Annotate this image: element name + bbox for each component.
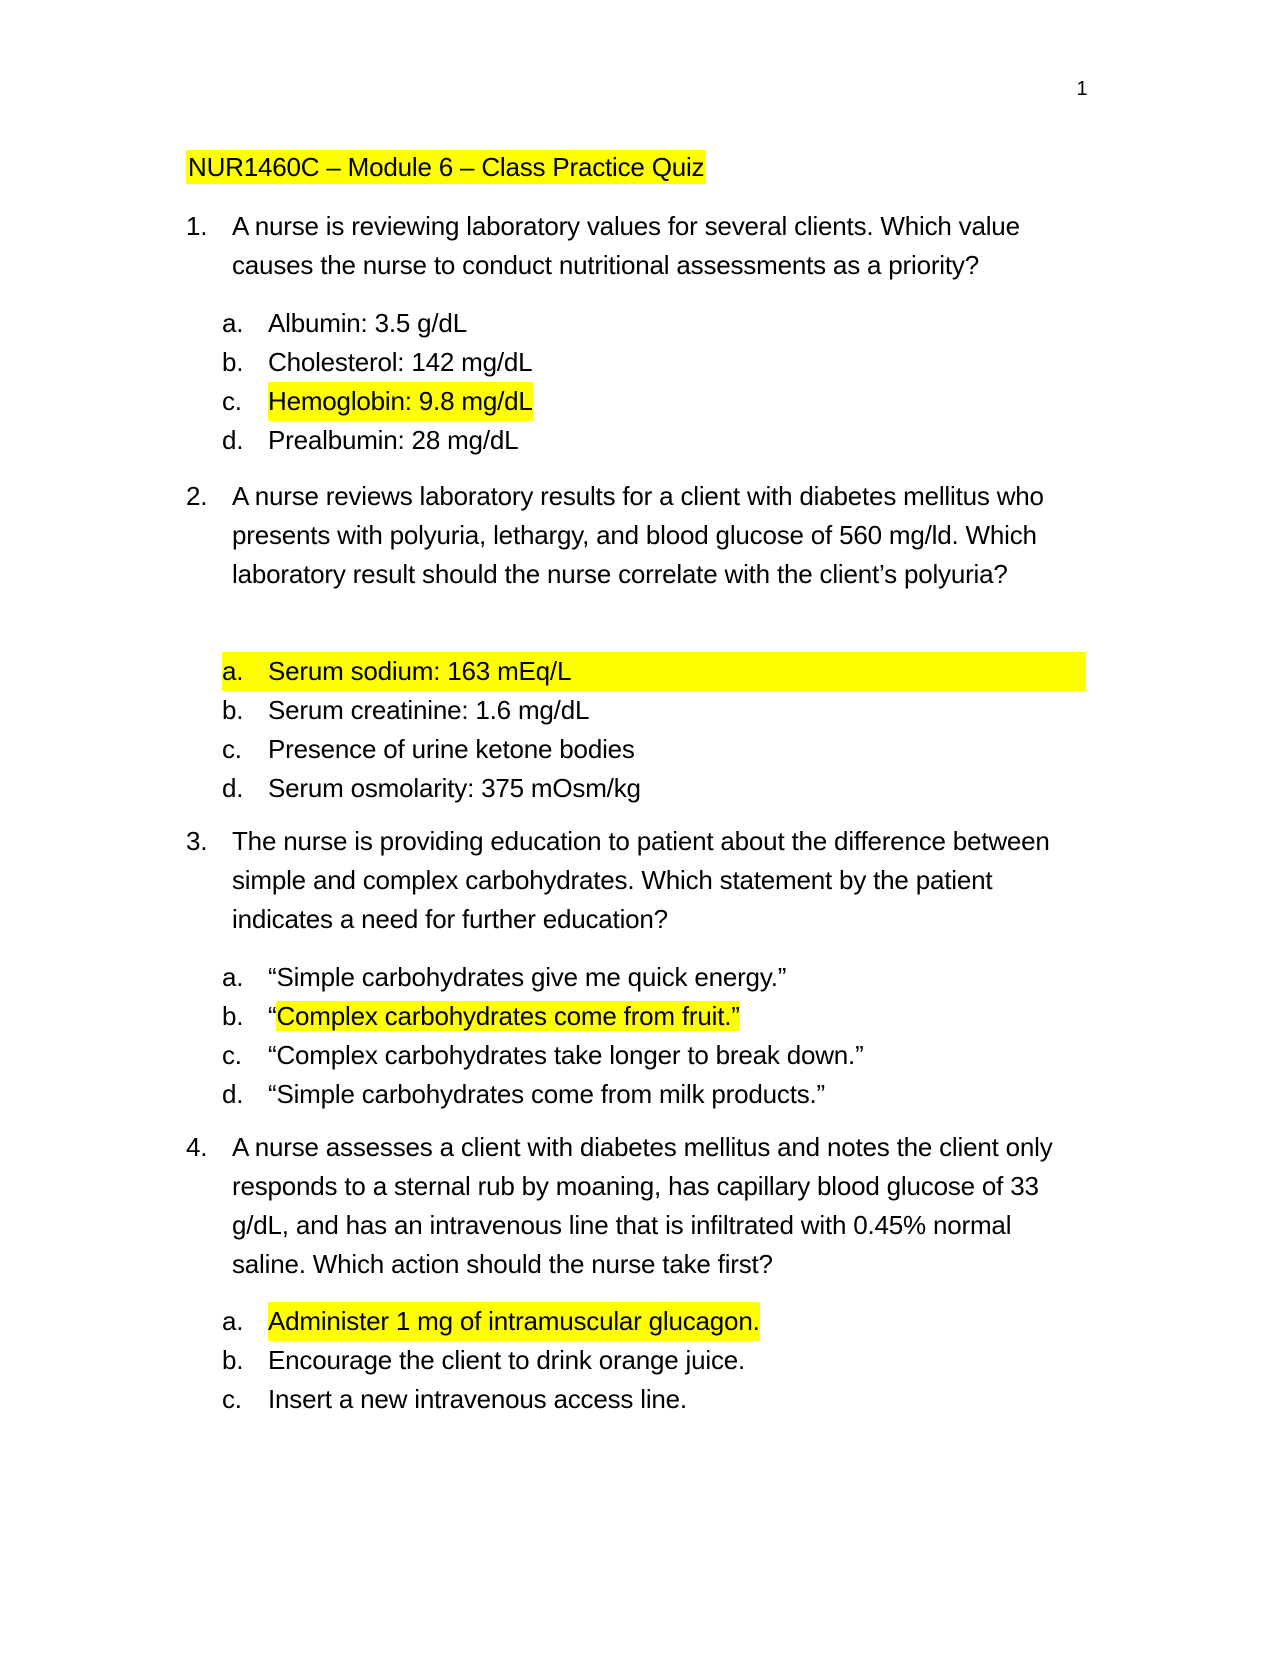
option-text: Prealbumin: 28 mg/dL xyxy=(268,425,519,455)
option-b xyxy=(222,1341,1086,1380)
question-2 xyxy=(186,477,1086,594)
question-3-options xyxy=(222,958,1086,1114)
option-letter: a. xyxy=(222,656,244,686)
option-b xyxy=(222,691,1086,730)
option-text: “Complex carbohydrates take longer to break down.” xyxy=(268,1040,864,1070)
option-c xyxy=(222,730,1086,769)
option-b-highlighted xyxy=(222,997,1086,1036)
option-c xyxy=(222,1380,1086,1419)
option-d xyxy=(222,421,1086,460)
option-d xyxy=(222,769,1086,808)
page-number: 1 xyxy=(1076,78,1088,100)
option-letter: b. xyxy=(222,1345,244,1375)
question-2-options xyxy=(222,652,1086,808)
option-text: “Simple carbohydrates come from milk products.” xyxy=(268,1079,826,1109)
option-text: Albumin: 3.5 g/dL xyxy=(268,308,467,338)
question-number: 4. xyxy=(186,1132,208,1162)
option-open-quote: “ xyxy=(268,1001,277,1031)
question-number: 3. xyxy=(186,826,208,856)
option-letter: c. xyxy=(222,1040,242,1070)
option-text: Encourage the client to drink orange juice. xyxy=(268,1345,746,1375)
option-a-highlighted xyxy=(222,652,1086,691)
question-4 xyxy=(186,1128,1086,1284)
question-1-options xyxy=(222,304,1086,460)
question-1 xyxy=(186,207,1086,285)
option-highlighted-text: Complex carbohydrates come from fruit.” xyxy=(276,1001,740,1031)
option-c-highlighted xyxy=(222,382,1086,421)
option-text: Presence of urine ketone bodies xyxy=(268,734,635,764)
question-4-options xyxy=(222,1302,1086,1419)
option-letter: a. xyxy=(222,962,244,992)
option-text: Cholesterol: 142 mg/dL xyxy=(268,347,533,377)
option-letter: d. xyxy=(222,773,244,803)
question-text: A nurse assesses a client with diabetes mellitus and notes the client only responds to a sternal rub by moaning, has capillary blood glucose of 33 g/dL, and has an intravenous line that is infiltrated with 0.45% normal saline. Which action should the nurse take first? xyxy=(232,1132,1053,1279)
option-letter: a. xyxy=(222,1306,244,1336)
option-d xyxy=(222,1075,1086,1114)
question-3 xyxy=(186,822,1086,939)
question-text: The nurse is providing education to patient about the difference between simple and complex carbohydrates. Which statement by the patient indicates a need for further education? xyxy=(232,826,1050,934)
option-letter: b. xyxy=(222,1001,244,1031)
option-a-highlighted xyxy=(222,1302,1086,1341)
option-letter: c. xyxy=(222,734,242,764)
option-text: Insert a new intravenous access line. xyxy=(268,1384,687,1414)
option-text: Serum sodium: 163 mEq/L xyxy=(268,656,572,686)
option-text: Serum creatinine: 1.6 mg/dL xyxy=(268,695,590,725)
option-text: Hemoglobin: 9.8 mg/dL xyxy=(268,382,533,421)
option-b xyxy=(222,343,1086,382)
question-number: 1. xyxy=(186,211,208,241)
option-letter: b. xyxy=(222,695,244,725)
option-text: “Simple carbohydrates give me quick energy.” xyxy=(268,962,787,992)
option-letter: b. xyxy=(222,347,244,377)
question-text: A nurse reviews laboratory results for a client with diabetes mellitus who presents with polyuria, lethargy, and blood glucose of 560 mg/ld. Which laboratory result should the nurse correlate with the client’s polyuria? xyxy=(232,481,1044,589)
option-letter: d. xyxy=(222,425,244,455)
option-text: Administer 1 mg of intramuscular glucagon. xyxy=(268,1302,760,1341)
option-text: Serum osmolarity: 375 mOsm/kg xyxy=(268,773,641,803)
document-title: NUR1460C – Module 6 – Class Practice Quiz xyxy=(188,152,705,182)
option-a xyxy=(222,304,1086,343)
option-letter: c. xyxy=(222,1384,242,1414)
option-a xyxy=(222,958,1086,997)
option-text xyxy=(268,997,740,1036)
option-letter: c. xyxy=(222,386,242,416)
question-number: 2. xyxy=(186,481,208,511)
option-letter: a. xyxy=(222,308,244,338)
option-letter: d. xyxy=(222,1079,244,1109)
option-c xyxy=(222,1036,1086,1075)
question-text: A nurse is reviewing laboratory values for several clients. Which value causes the nurse to conduct nutritional assessments as a priority? xyxy=(232,211,1020,280)
